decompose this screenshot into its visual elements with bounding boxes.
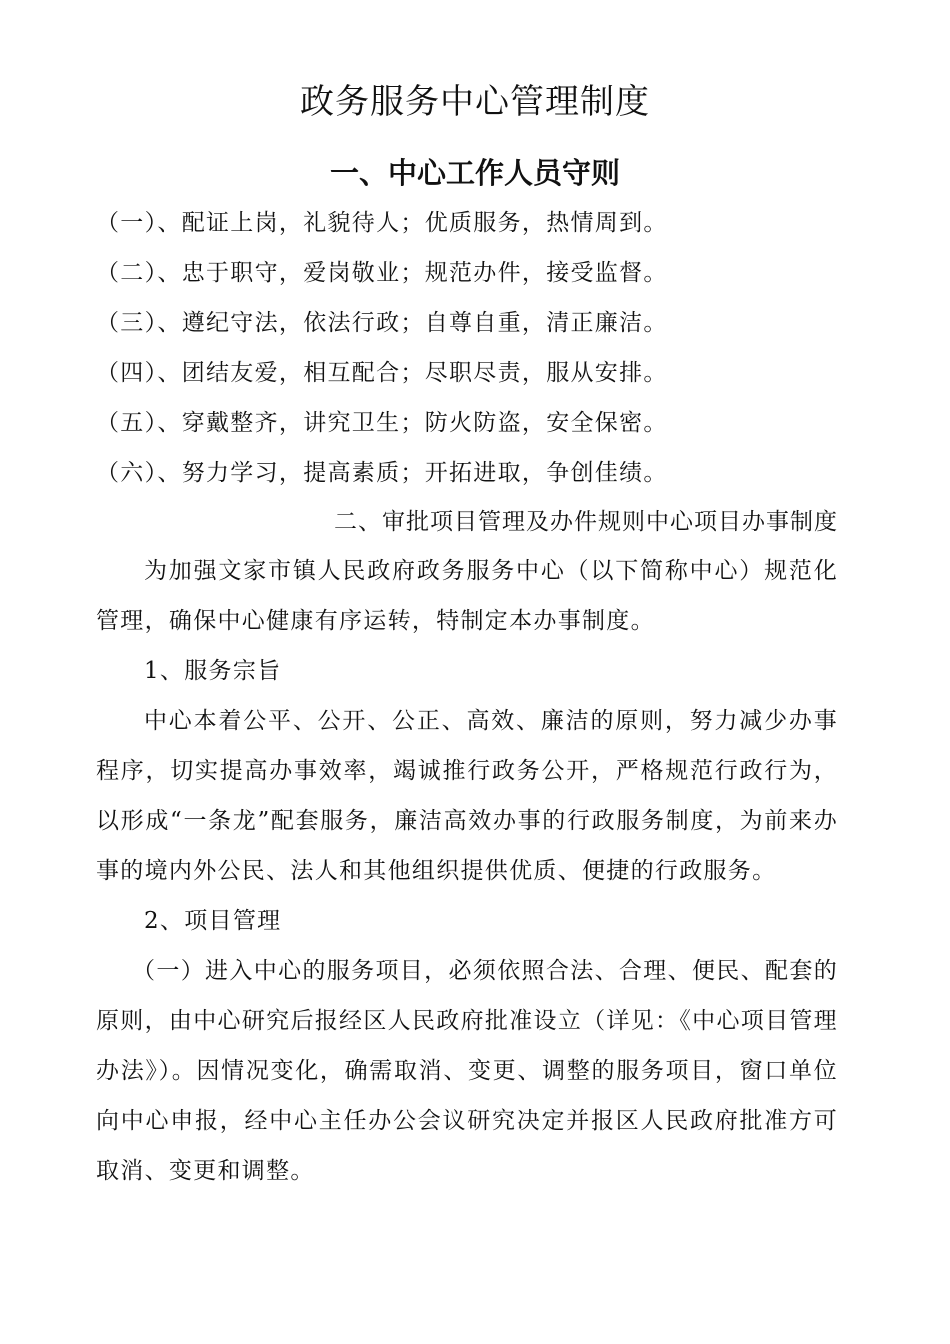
rule-item: （一）、配证上岗，礼貌待人；优质服务，热情周到。 [96,210,668,236]
staff-rules-list [96,198,856,498]
rule-item: （六）、努力学习，提高素质；开拓进取，争创佳绩。 [96,460,668,486]
rule-item: （二）、忠于职守，爱岗敬业；规范办件，接受监督。 [96,260,668,286]
document-body [96,546,838,1196]
item2-heading: 2、项目管理 [144,908,282,934]
item2-paragraph: （一）进入中心的服务项目，必须依照合法、合理、便民、配套的原则，由中心研究后报经区人民政府批准设立（详见：《中心项目管理办法》）。因情况变化，确需取消、变更、调整的服务项目，窗口单位向中心申报，经中心主任办公会议研究决定并报区人民政府批准方可取消、变更和调整。 [96,958,838,1184]
intro-paragraph: 为加强文家市镇人民政府政务服务中心（以下简称中心）规范化管理，确保中心健康有序运转，特制定本办事制度。 [96,558,838,634]
item1-paragraph: 中心本着公平、公开、公正、高效、廉洁的原则，努力减少办事程序，切实提高办事效率，竭诚推行政务公开，严格规范行政行为，以形成“一条龙”配套服务，廉洁高效办事的行政服务制度，为前来办事的境内外公民、法人和其他组织提供优质、便捷的行政服务。 [96,708,838,884]
rule-item: （三）、遵纪守法，依法行政；自尊自重，清正廉洁。 [96,310,668,336]
section1-heading: 一、中心工作人员守则 [329,156,620,190]
section2-heading: 二、审批项目管理及办件规则中心项目办事制度 [334,509,838,535]
rule-item: （五）、穿戴整齐，讲究卫生；防火防盗，安全保密。 [96,410,668,436]
rule-item: （四）、团结友爱，相互配合；尽职尽责，服从安排。 [96,360,668,386]
item1-heading: 1、服务宗旨 [144,658,282,684]
document-title: 政务服务中心管理制度 [300,82,650,122]
